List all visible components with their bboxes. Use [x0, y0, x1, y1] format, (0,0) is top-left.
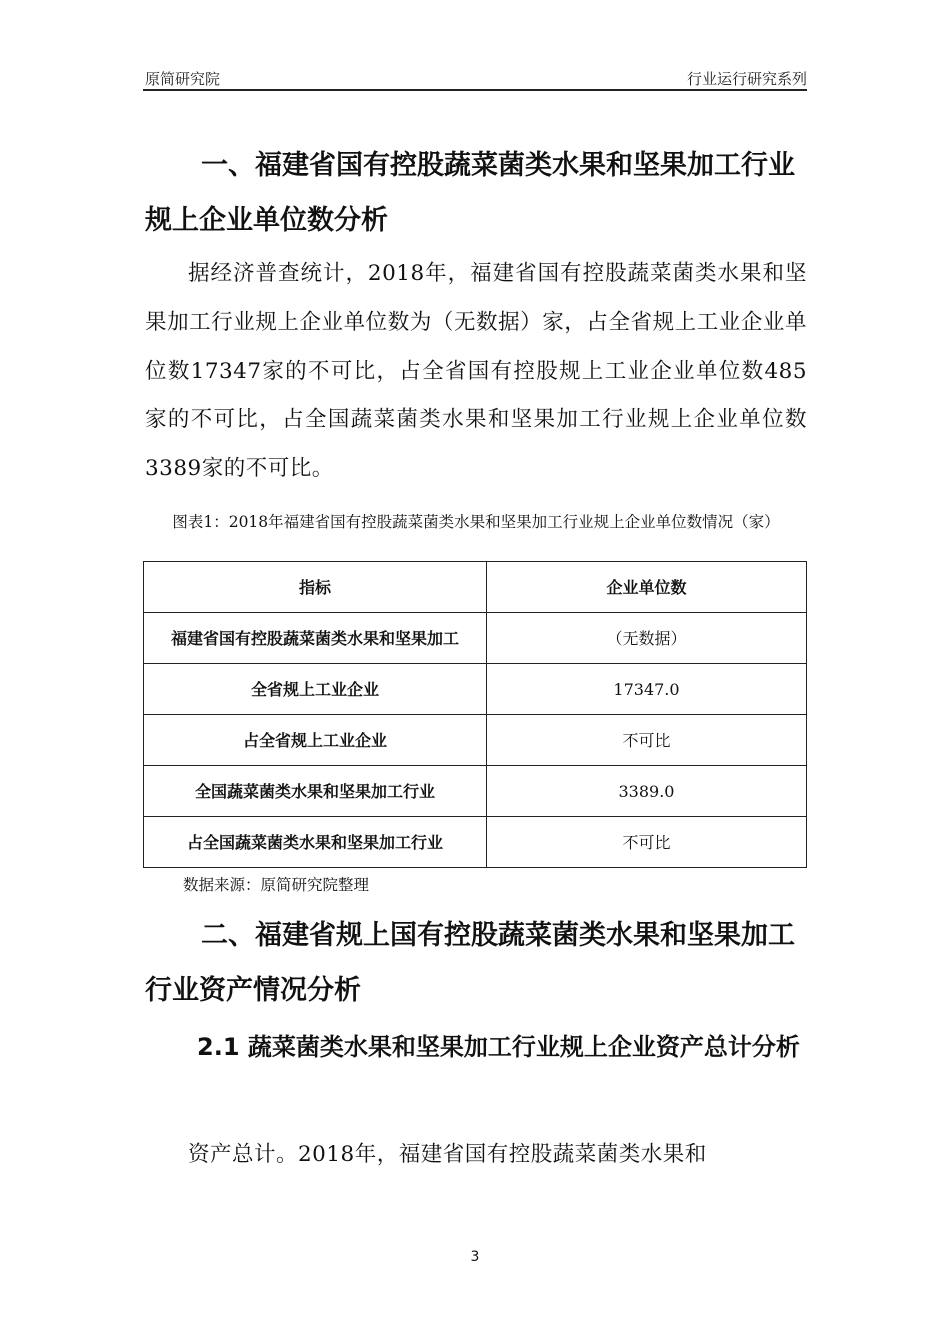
row-value: 不可比: [487, 817, 807, 868]
table-source-note: 数据来源：原简研究院整理: [183, 876, 370, 894]
header-series-name: 行业运行研究系列: [686, 70, 807, 88]
row-value: （无数据）: [487, 613, 807, 664]
table-header-row: [144, 562, 807, 613]
data-table: [143, 561, 807, 868]
column-header-value: 企业单位数: [487, 562, 807, 613]
page-number: 3: [470, 1249, 480, 1265]
row-indicator: 全省规上工业企业: [144, 664, 487, 715]
row-indicator: 全国蔬菜菌类水果和坚果加工行业: [144, 766, 487, 817]
section1-heading: 一、福建省国有控股蔬菜菌类水果和坚果加工行业规上企业单位数分析: [145, 150, 795, 236]
row-indicator: 占全省规上工业企业: [144, 715, 487, 766]
table1-caption: 图表1：2018年福建省国有控股蔬菜菌类水果和坚果加工行业规上企业单位数情况（家）: [172, 513, 780, 531]
table-row: [144, 715, 807, 766]
table-row: [144, 664, 807, 715]
row-indicator: 福建省国有控股蔬菜菌类水果和坚果加工: [144, 613, 487, 664]
row-value: 不可比: [487, 715, 807, 766]
table-row: [144, 766, 807, 817]
section2-heading: 二、福建省规上国有控股蔬菜菌类水果和坚果加工行业资产情况分析: [145, 920, 795, 1006]
row-value: 17347.0: [487, 664, 807, 715]
table-row: [144, 613, 807, 664]
section2-paragraph: 资产总计。2018年，福建省国有控股蔬菜菌类水果和: [188, 1142, 707, 1167]
column-header-indicator: 指标: [144, 562, 487, 613]
row-indicator: 占全国蔬菜菌类水果和坚果加工行业: [144, 817, 487, 868]
subsection-heading: 2.1 蔬菜菌类水果和坚果加工行业规上企业资产总计分析: [197, 1033, 800, 1061]
section1-paragraph: 据经济普查统计，2018年，福建省国有控股蔬菜菌类水果和坚果加工行业规上企业单位数为（无数据）家，占全省规上工业企业单位数17347家的不可比，占全省国有控股规上工业企业单位数485家的不可比，占全国蔬菜菌类水果和坚果加工行业规上企业单位数3389家的不可比。: [145, 261, 807, 482]
header-divider: [143, 89, 807, 91]
header-org-name: 原简研究院: [145, 70, 221, 88]
row-value: 3389.0: [487, 766, 807, 817]
table-row: [144, 817, 807, 868]
